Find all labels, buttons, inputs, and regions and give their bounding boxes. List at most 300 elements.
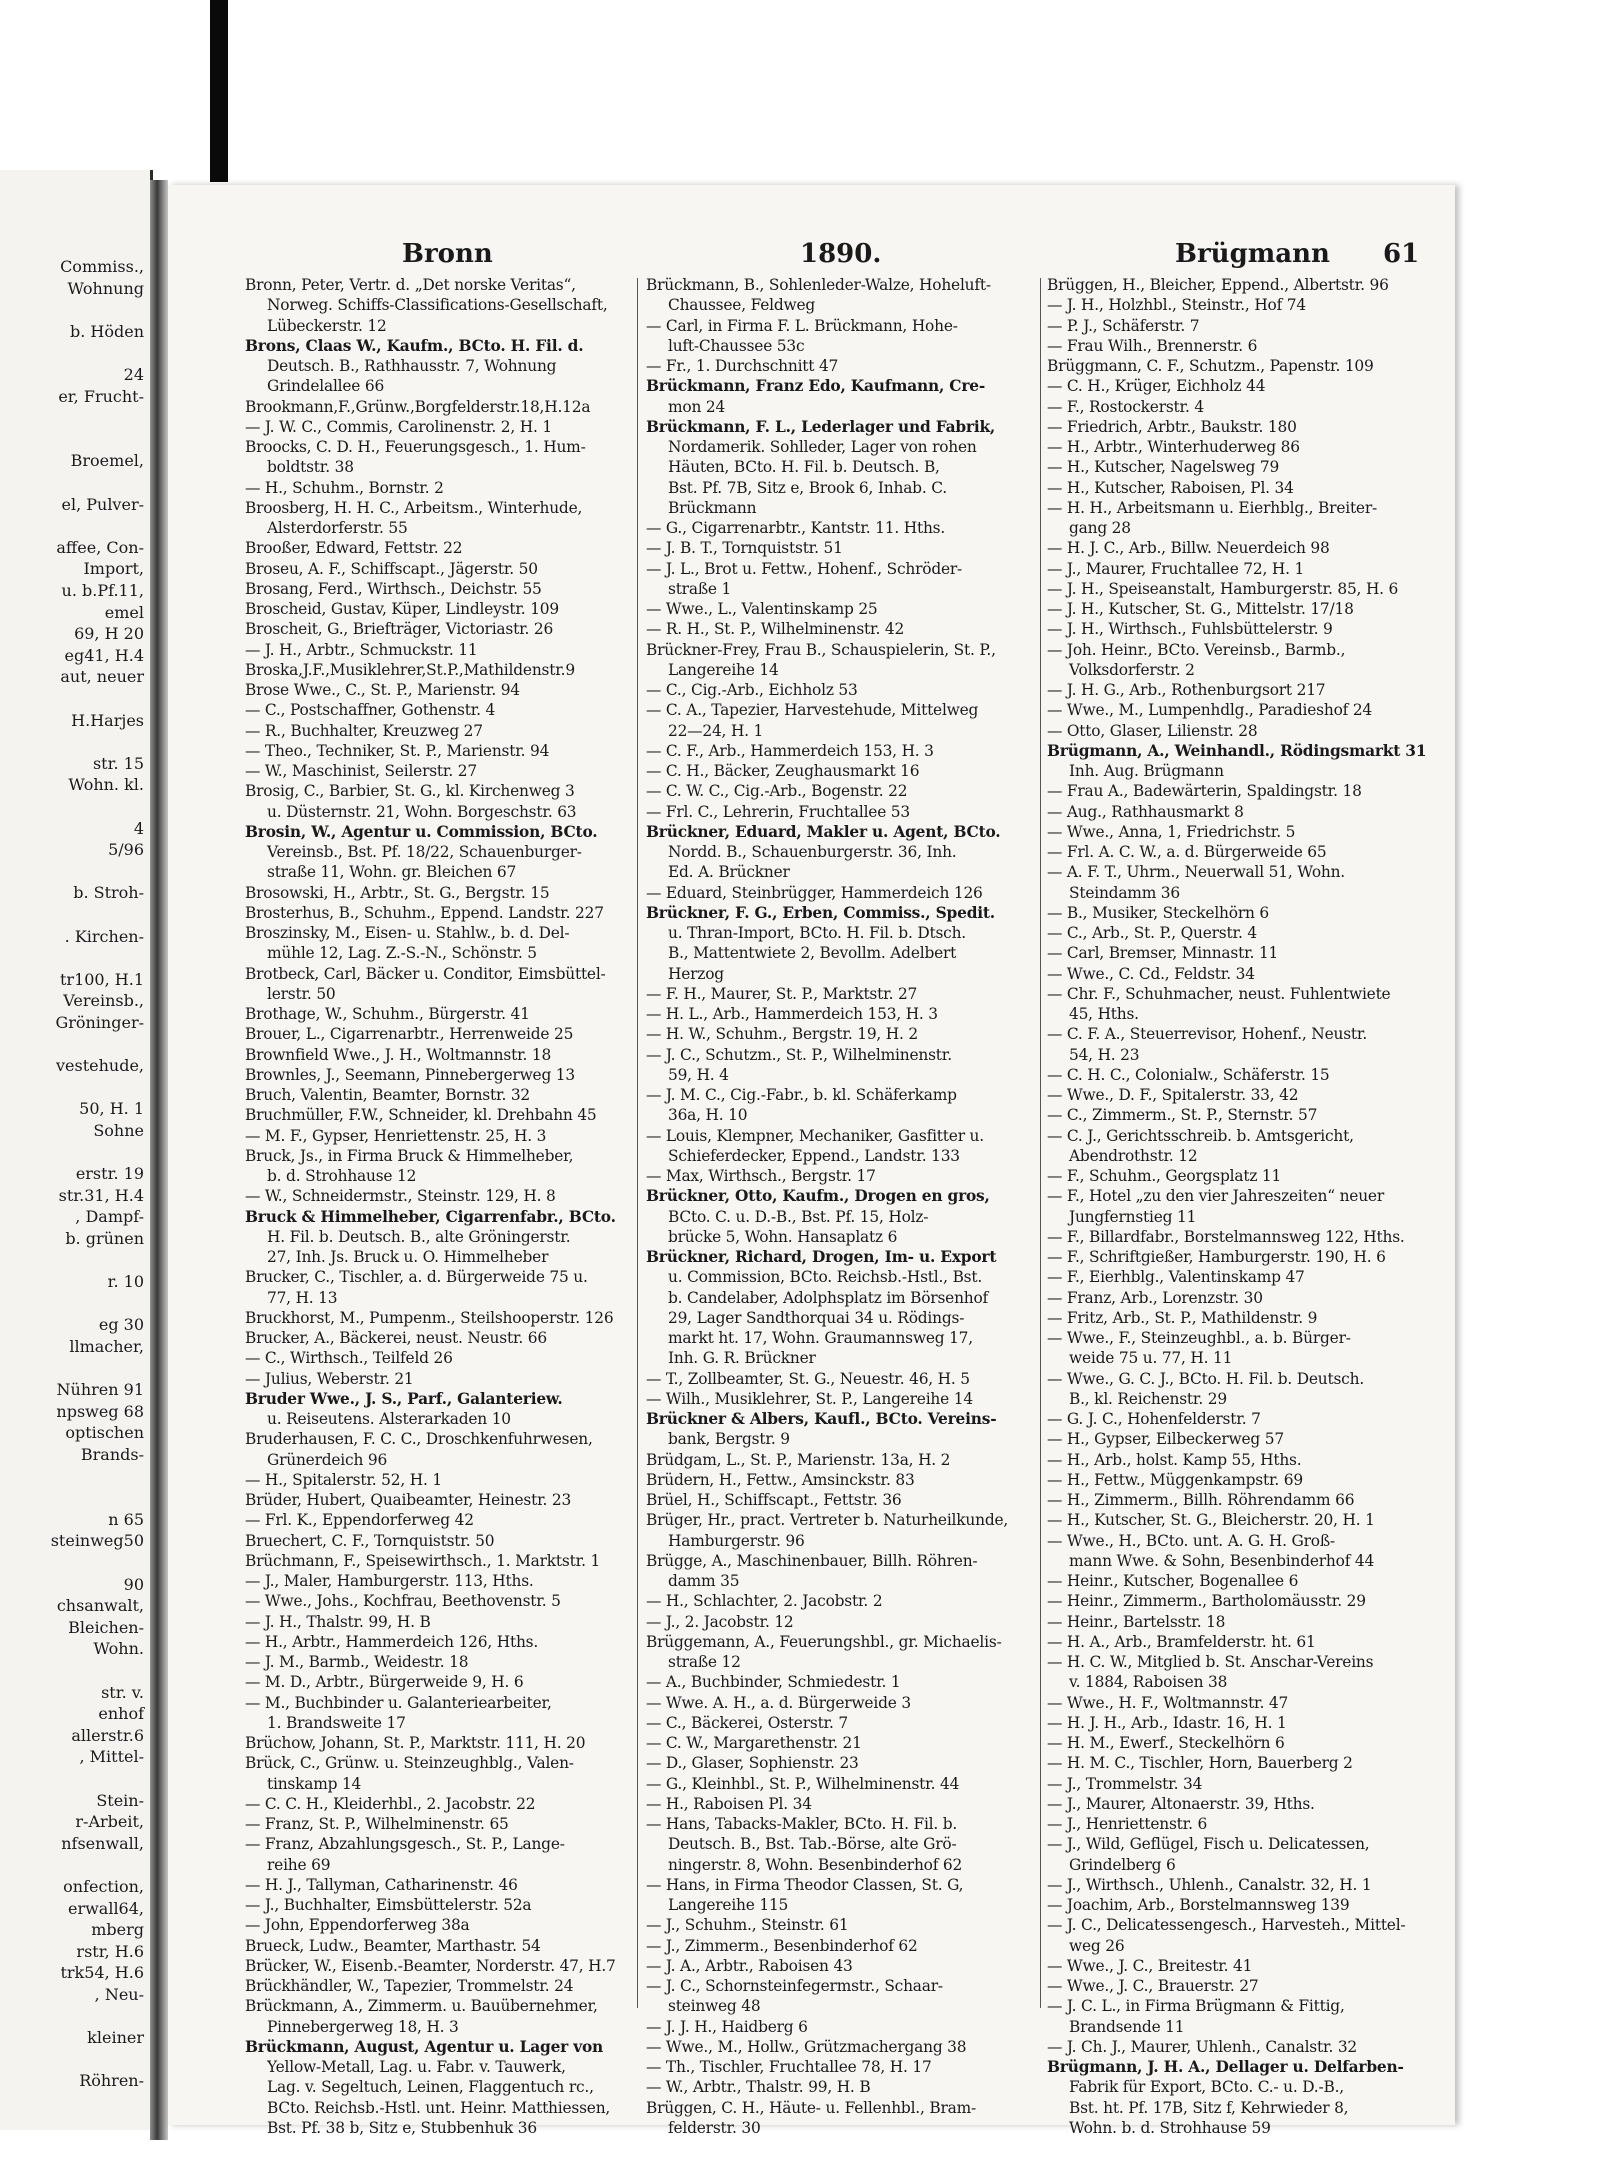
left-page-fragment-line: Wohnung — [67, 278, 144, 298]
left-page-fragment-line: , Mittel- — [79, 1747, 144, 1767]
directory-entry-line: Brückner, Otto, Kaufm., Drogen en gros, — [646, 1187, 990, 1206]
directory-entry-line: — H. H., Arbeitsmann u. Eierhblg., Breiter- — [1047, 498, 1377, 517]
directory-entry-line: Brüdgam, L., St. P., Marienstr. 13a, H. 2 — [646, 1450, 951, 1469]
directory-entry-line: — H. A., Arb., Bramfelderstr. ht. 61 — [1047, 1632, 1316, 1651]
directory-entry-line: Brucker, C., Tischler, a. d. Bürgerweide 75 u. — [245, 1268, 588, 1287]
directory-entry-line: — Wwe. A. H., a. d. Bürgerweide 3 — [646, 1693, 911, 1712]
directory-entry-line: Steindamm 36 — [1069, 883, 1180, 902]
directory-entry-line: — J. C., Delicatessengesch., Harvesteh., Mittel- — [1047, 1916, 1406, 1935]
directory-entry-line: — H. M. C., Tischler, Horn, Bauerberg 2 — [1047, 1754, 1353, 1773]
directory-entry-line: — J. C., Schornsteinfegermstr., Schaar- — [646, 1977, 943, 1995]
left-page-fragment-line: el, Pulver- — [61, 494, 144, 514]
directory-entry-line: Bst. Pf. 38 b, Sitz e, Stubbenhuk 36 — [267, 2118, 537, 2137]
directory-entry-line: steinweg 48 — [668, 1997, 761, 2016]
directory-entry-line: — R., Buchhalter, Kreuzweg 27 — [245, 721, 483, 740]
directory-entry-line: Deutsch. B., Rathhausstr. 7, Wohnung — [267, 357, 557, 375]
directory-entry-line: — J. J. H., Haidberg 6 — [646, 2017, 808, 2036]
directory-entry-line: — H. J. C., Arb., Billw. Neuerdeich 98 — [1047, 539, 1330, 558]
left-page-fragment-line: 90 — [123, 1574, 144, 1594]
directory-entry-line: — F., Billardfabr., Borstelmannsweg 122, Hths. — [1047, 1227, 1405, 1246]
left-page-fragment-line: H.Harjes — [71, 710, 144, 730]
directory-entry-line: — H., Schlachter, 2. Jacobstr. 2 — [646, 1592, 883, 1611]
left-page-fragment-line: Brands- — [80, 1445, 144, 1464]
directory-entry-line: — W., Maschinist, Seilerstr. 27 — [245, 762, 477, 780]
directory-entry-line: — John, Eppendorferweg 38a — [245, 1916, 470, 1935]
directory-entry-line: Broszinsky, M., Eisen- u. Stahlw., b. d. Del- — [245, 924, 570, 942]
directory-entry-line: Brückmann, A., Zimmerm. u. Bauübernehmer, — [245, 1997, 598, 2016]
left-page-fragment-line: str. 15 — [92, 753, 144, 773]
left-page-fragment-line: , Neu- — [94, 1985, 144, 2004]
directory-entry-line: Brüggmann, C. F., Schutzm., Papenstr. 109 — [1047, 357, 1374, 375]
directory-entry-line: — Wwe., Anna, 1, Friedrichstr. 5 — [1047, 822, 1296, 841]
directory-entry-line: — Wwe., D. F., Spitalerstr. 33, 42 — [1047, 1086, 1299, 1104]
left-page-fragment-line: steinweg50 — [50, 1531, 144, 1551]
left-page-fragment-line: Stein- — [96, 1790, 144, 1810]
directory-entry-line: — Fr., 1. Durchschnitt 47 — [646, 357, 839, 375]
directory-entry-line: — H. C. W., Mitglied b. St. Anschar-Vereins — [1047, 1653, 1374, 1671]
directory-entry-line: — Chr. F., Schuhmacher, neust. Fuhlentwiete — [1047, 984, 1391, 1003]
directory-entry-line: u. Thran-Import, BCto. H. Fil. b. Dtsch. — [668, 924, 966, 942]
directory-entry-line: — Wwe., M., Hollw., Grützmachergang 38 — [646, 2037, 967, 2056]
directory-entry-line: Brügmann, J. H. A., Dellager u. Delfarben- — [1047, 2058, 1404, 2076]
left-page-fragment-line: u. b.Pf.11, — [61, 581, 144, 600]
column-2 — [646, 275, 1038, 2138]
directory-entry-line: Grindelallee 66 — [267, 377, 385, 396]
directory-entry-line: — J. M., Barmb., Weidestr. 18 — [245, 1653, 469, 1671]
left-page-fragment-line: er, Frucht- — [58, 386, 144, 406]
left-page-fragment-line: aut, neuer — [60, 667, 144, 687]
directory-entry-line: Grindelberg 6 — [1069, 1855, 1176, 1874]
page-number: 61 — [1383, 239, 1420, 269]
directory-entry-line: mon 24 — [668, 397, 726, 416]
directory-entry-line: Brons, Claas W., Kaufm., BCto. H. Fil. d. — [245, 336, 584, 355]
directory-entry-line: — Frau Wilh., Brennerstr. 6 — [1047, 336, 1258, 355]
directory-entry-line: — H. W., Schuhm., Bergstr. 19, H. 2 — [646, 1025, 918, 1044]
directory-entry-line: Inh. G. R. Brückner — [668, 1349, 816, 1368]
directory-entry-line: Lübeckerstr. 12 — [267, 316, 387, 335]
directory-entry-line: Broseu, A. F., Schiffscapt., Jägerstr. 50 — [245, 559, 538, 578]
directory-entry-line: Brosang, Ferd., Wirthsch., Deichstr. 55 — [245, 579, 542, 598]
directory-entry-line: Bruch, Valentin, Beamter, Bornstr. 32 — [245, 1086, 531, 1104]
directory-entry-line: — Wwe., G. C. J., BCto. H. Fil. b. Deutsch. — [1047, 1369, 1365, 1388]
directory-entry-line: Brueck, Ludw., Beamter, Marthastr. 54 — [245, 1936, 541, 1955]
directory-entry-line: straße 1 — [668, 579, 732, 598]
directory-entry-line: Broscheid, Gustav, Küper, Lindleystr. 109 — [245, 600, 559, 618]
left-page-fragment-line: mberg — [91, 1920, 144, 1940]
directory-entry-line: Brückner & Albers, Kaufl., BCto. Vereins- — [646, 1410, 997, 1428]
directory-entry-line: — H., Fettw., Müggenkampstr. 69 — [1047, 1470, 1303, 1489]
directory-entry-line: Pinnebergerweg 18, H. 3 — [267, 2017, 459, 2036]
directory-entry-line: Brooßer, Edward, Fettstr. 22 — [245, 539, 463, 558]
left-page-fragment-line: . Kirchen- — [64, 926, 144, 946]
header-left-keyword: Bronn — [402, 239, 493, 269]
directory-entry-line: Brüger, Hr., pract. Vertreter b. Naturheilkunde, — [646, 1511, 1009, 1530]
directory-entry-line: — M., Buchbinder u. Galanteriearbeiter, — [245, 1693, 552, 1712]
directory-entry-line: Nordd. B., Schauenburgerstr. 36, Inh. — [668, 843, 957, 861]
directory-entry-line: — J. C., Schutzm., St. P., Wilhelminenstr. — [646, 1045, 952, 1064]
directory-entry-line: — Wwe., H. F., Woltmannstr. 47 — [1047, 1693, 1289, 1712]
directory-entry-line: — M. D., Arbtr., Bürgerweide 9, H. 6 — [245, 1673, 524, 1692]
directory-entry-line: Brothage, W., Schuhm., Bürgerstr. 41 — [245, 1005, 530, 1023]
left-page-fragment-line: affee, Con- — [56, 537, 144, 557]
directory-entry-line: Brückmann, F. L., Lederlager und Fabrik, — [646, 417, 996, 436]
directory-entry-line: straße 12 — [668, 1653, 741, 1671]
directory-entry-line: Inh. Aug. Brügmann — [1069, 762, 1224, 780]
directory-entry-line: — H., Zimmerm., Billh. Röhrendamm 66 — [1047, 1491, 1355, 1509]
directory-entry-line: Bruck & Himmelheber, Cigarrenfabr., BCto. — [245, 1207, 616, 1226]
left-page-fragment-line: erstr. 19 — [75, 1164, 144, 1184]
directory-entry-line: Brüel, H., Schiffscapt., Fettstr. 36 — [646, 1491, 902, 1509]
directory-entry-line: — J., Maurer, Altonaerstr. 39, Hths. — [1047, 1794, 1315, 1813]
directory-entry-line: — G., Cigarrenarbtr., Kantstr. 11. Hths. — [646, 519, 946, 537]
directory-entry-line: H. Fil. b. Deutsch. B., alte Gröningerstr. — [267, 1227, 571, 1246]
directory-entry-line: tinskamp 14 — [267, 1774, 362, 1793]
left-page-fragment-line: r. 10 — [107, 1272, 144, 1292]
left-page-fragment-line: onfection, — [63, 1877, 144, 1896]
left-page-fragment-line: kleiner — [87, 2028, 144, 2048]
left-page-fragment-line: eg41, H.4 — [64, 645, 144, 665]
directory-entry-line: 54, H. 23 — [1069, 1045, 1140, 1064]
directory-entry-line: Brandsende 11 — [1069, 2017, 1185, 2036]
directory-entry-line: Herzog — [668, 964, 724, 983]
directory-entry-line: Brosig, C., Barbier, St. G., kl. Kirchenweg 3 — [245, 782, 575, 801]
left-page-fragment-line: trk54, H.6 — [60, 1963, 144, 1983]
directory-entry-line: Brückhändler, W., Tapezier, Trommelstr. 24 — [245, 1977, 574, 1995]
directory-entry-line: Bruder Wwe., J. S., Parf., Galanteriew. — [245, 1389, 563, 1408]
left-page-fragment-line: vestehude, — [55, 1056, 144, 1076]
directory-entry-line: mann Wwe. & Sohn, Besenbinderhof 44 — [1069, 1551, 1375, 1570]
directory-entry-line: 1. Brandsweite 17 — [267, 1713, 406, 1732]
directory-entry-line: Volksdorferstr. 2 — [1069, 660, 1195, 679]
directory-entry-line: Bst. ht. Pf. 17B, Sitz f, Kehrwieder 8, — [1069, 2098, 1349, 2117]
left-page-fragment-line: Wohn. — [93, 1639, 144, 1659]
left-page-fragment-line: Gröninger- — [55, 1013, 144, 1032]
directory-entry-line: Brüggen, C. H., Häute- u. Fellenhbl., Bram- — [646, 2098, 977, 2117]
directory-entry-line: Häuten, BCto. H. Fil. b. Deutsch. B, — [668, 458, 940, 477]
left-page-fragment-line: b. grünen — [65, 1229, 144, 1248]
directory-entry-line: — J. H. G., Arb., Rothenburgsort 217 — [1047, 681, 1326, 699]
directory-entry-line: 22—24, H. 1 — [668, 721, 764, 740]
directory-entry-line: Brück, C., Grünw. u. Steinzeughblg., Valen- — [245, 1754, 574, 1773]
left-page-fragment-line: 24 — [123, 365, 144, 384]
left-page-fragment-line: Wohn. kl. — [68, 775, 144, 795]
directory-entry-line: Brückner-Frey, Frau B., Schauspielerin, St. P., — [646, 640, 996, 659]
directory-entry-line: — Joachim, Arb., Borstelmannsweg 139 — [1047, 1896, 1350, 1914]
directory-entry-line: — J., Maurer, Fruchtallee 72, H. 1 — [1047, 559, 1305, 578]
directory-entry-line: — C., Wirthsch., Teilfeld 26 — [245, 1349, 453, 1368]
directory-entry-line: Brügmann, A., Weinhandl., Rödingsmarkt 31 — [1047, 741, 1427, 760]
directory-entry-line: — Wilh., Musiklehrer, St. P., Langereihe 14 — [646, 1389, 973, 1408]
directory-entry-line: weide 75 u. 77, H. 11 — [1069, 1349, 1233, 1368]
directory-entry-line: Wohn. b. d. Strohhause 59 — [1069, 2118, 1271, 2137]
header-right-keyword: Brügmann — [1175, 239, 1330, 269]
directory-entry-line: Bruckhorst, M., Pumpenm., Steilshooperstr. 126 — [245, 1308, 614, 1327]
directory-entry-line: — Hans, in Firma Theodor Classen, St. G, — [646, 1875, 964, 1894]
directory-entry-line: — Franz, Arb., Lorenzstr. 30 — [1047, 1288, 1263, 1307]
directory-entry-line: — H. J. H., Arb., Idastr. 16, H. 1 — [1047, 1713, 1287, 1732]
directory-entry-line: Jungfernstieg 11 — [1069, 1207, 1197, 1226]
directory-entry-line: Brownles, J., Seemann, Pinnebergerweg 13 — [245, 1065, 575, 1084]
column-rule-1 — [637, 278, 638, 2008]
directory-entry-line: — Theo., Techniker, St. P., Marienstr. 94 — [245, 741, 550, 760]
directory-entry-line: — C. H., Bäcker, Zeughausmarkt 16 — [646, 762, 920, 780]
directory-entry-line: Brüdern, H., Fettw., Amsinckstr. 83 — [646, 1470, 915, 1489]
directory-entry-line: Brosterhus, B., Schuhm., Eppend. Landstr. 227 — [245, 903, 604, 922]
directory-entry-line: — H., Kutscher, Raboisen, Pl. 34 — [1047, 478, 1294, 497]
directory-entry-line: reihe 69 — [267, 1855, 331, 1874]
directory-entry-line: — J., Maler, Hamburgerstr. 113, Hths. — [245, 1572, 534, 1590]
directory-entry-line: Brosin, W., Agentur u. Commission, BCto. — [245, 822, 598, 841]
directory-entry-line: Brüder, Hubert, Quaibeamter, Heinestr. 23 — [245, 1491, 572, 1509]
directory-entry-line: — J., Zimmerm., Besenbinderhof 62 — [646, 1936, 918, 1955]
left-page-fragment-line: npsweg 68 — [56, 1401, 144, 1421]
directory-entry-line: — H., Schuhm., Bornstr. 2 — [245, 478, 444, 497]
directory-entry-line: — Frl. C., Lehrerin, Fruchtallee 53 — [646, 802, 910, 821]
directory-entry-line: Brüchow, Johann, St. P., Marktstr. 111, H. 20 — [245, 1734, 586, 1752]
directory-entry-line: — Wwe., H., BCto. unt. A. G. H. Groß- — [1047, 1531, 1335, 1550]
left-page-fragment-line: Sohne — [93, 1121, 144, 1140]
directory-entry-line: u. Commission, BCto. Reichsb.-Hstl., Bst. — [668, 1268, 983, 1287]
directory-entry-line: Bruderhausen, F. C. C., Droschkenfuhrwesen, — [245, 1430, 593, 1449]
directory-entry-line: — Heinr., Zimmerm., Bartholomäusstr. 29 — [1047, 1592, 1366, 1611]
directory-entry-line: Brookmann,F.,Grünw.,Borgfelderstr.18,H.12a — [245, 397, 591, 416]
left-page-fragment-line: erwall64, — [67, 1898, 144, 1918]
left-page-fragment-line: str.31, H.4 — [58, 1185, 144, 1205]
left-page-fragment-line: Broemel, — [70, 451, 144, 471]
directory-entry-line: — J. H., Kutscher, St. G., Mittelstr. 17/18 — [1047, 600, 1354, 618]
directory-entry-line: Brückmann — [668, 498, 757, 517]
directory-entry-line: — Friedrich, Arbtr., Baukstr. 180 — [1047, 417, 1297, 436]
left-page-fragment-line: emel — [104, 602, 144, 622]
column-3 — [1047, 275, 1449, 2138]
directory-entry-line: Bruchmüller, F.W., Schneider, kl. Drehbahn 45 — [245, 1106, 597, 1125]
left-page-fragment-line: nfsenwall, — [61, 1833, 144, 1853]
directory-entry-line: — A., Buchbinder, Schmiedestr. 1 — [646, 1673, 901, 1692]
directory-entry-line: Ed. A. Brückner — [668, 863, 790, 882]
directory-entry-line: — Wwe., F., Steinzeughbl., a. b. Bürger- — [1047, 1329, 1351, 1347]
directory-entry-line: — J. A., Arbtr., Raboisen 43 — [646, 1956, 853, 1975]
directory-entry-line: Brotbeck, Carl, Bäcker u. Conditor, Eimsbüttel- — [245, 964, 606, 983]
left-page-fragment-line: 69, H 20 — [74, 624, 144, 644]
directory-entry-line: u. Düsternstr. 21, Wohn. Borgeschstr. 63 — [267, 802, 577, 821]
directory-entry-line: — H., Arb., holst. Kamp 55, Hths. — [1047, 1450, 1302, 1469]
directory-entry-line: Brückmann, Franz Edo, Kaufmann, Cre- — [646, 377, 986, 396]
directory-entry-line: — J. W. C., Commis, Carolinenstr. 2, H. 1 — [245, 417, 552, 436]
column-1 — [245, 275, 635, 2138]
directory-entry-line: boldtstr. 38 — [267, 458, 354, 477]
directory-entry-line: — Eduard, Steinbrügger, Hammerdeich 126 — [646, 883, 983, 902]
directory-entry-line: — Wwe., C. Cd., Feldstr. 34 — [1047, 964, 1255, 983]
directory-entry-line: — Frl. A. C. W., a. d. Bürgerweide 65 — [1047, 843, 1327, 861]
directory-entry-line: Brückmann, August, Agentur u. Lager von — [245, 2037, 604, 2056]
directory-entry-line: — Louis, Klempner, Mechaniker, Gasfitter u. — [646, 1126, 984, 1145]
left-page-fragment-line: eg 30 — [98, 1315, 144, 1335]
directory-entry-line: Nordamerik. Sohlleder, Lager von rohen — [668, 438, 977, 456]
directory-entry-line: 36a, H. 10 — [668, 1106, 748, 1125]
directory-entry-line: — J. H., Thalstr. 99, H. B — [245, 1612, 431, 1631]
directory-entry-line: — H., Kutscher, Nagelsweg 79 — [1047, 458, 1280, 477]
directory-entry-line: — Fritz, Arb., St. P., Mathildenstr. 9 — [1047, 1308, 1318, 1327]
directory-entry-line: B., Mattentwiete 2, Bevollm. Adelbert — [668, 944, 957, 963]
directory-entry-line: Norweg. Schiffs-Classifications-Gesellschaft, — [267, 296, 608, 315]
directory-entry-line: — C. H. C., Colonialw., Schäferstr. 15 — [1047, 1065, 1330, 1084]
directory-entry-line: — C. W., Margarethenstr. 21 — [646, 1734, 862, 1752]
left-page-fragment-line: Nühren 91 — [56, 1380, 144, 1400]
directory-entry-line: Broocks, C. D. H., Feuerungsgesch., 1. Hum- — [245, 438, 586, 456]
directory-entry-line: — Frau A., Badewärterin, Spaldingstr. 18 — [1047, 782, 1362, 801]
directory-entry-line: BCto. Reichsb.-Hstl. unt. Heinr. Matthiessen, — [267, 2098, 611, 2117]
left-page-fragment-line: 50, H. 1 — [79, 1099, 144, 1119]
directory-entry-line: — J., Schuhm., Steinstr. 61 — [646, 1916, 849, 1935]
left-page-fragment-line: Vereinsb., — [63, 991, 144, 1011]
left-page-fragment-line: tr100, H.1 — [59, 969, 144, 989]
directory-entry-line: — J. Ch. J., Maurer, Uhlenh., Canalstr. 32 — [1047, 2037, 1358, 2056]
directory-entry-line: Brückmann, B., Sohlenleder-Walze, Hoheluft- — [646, 276, 991, 294]
directory-entry-line: 29, Lager Sandthorquai 34 u. Rödings- — [668, 1308, 965, 1327]
directory-entry-line: — J. C. L., in Firma Brügmann & Fittig, — [1047, 1997, 1345, 2016]
directory-entry-line: — C., Cig.-Arb., Eichholz 53 — [646, 681, 858, 699]
directory-entry-line: Brüggemann, A., Feuerungshbl., gr. Michaelis- — [646, 1632, 1002, 1651]
directory-entry-line: — A. F. T., Uhrm., Neuerwall 51, Wohn. — [1047, 863, 1345, 882]
left-page-fragment-line: rstr, H.6 — [76, 1941, 144, 1961]
directory-entry-line: Alsterdorferstr. 55 — [267, 519, 408, 537]
directory-entry-line: — C. J., Gerichtsschreib. b. Amtsgericht, — [1047, 1126, 1354, 1145]
directory-entry-line: — Th., Tischler, Fruchtallee 78, H. 17 — [646, 2058, 932, 2076]
directory-entry-line: Hamburgerstr. 96 — [668, 1531, 805, 1550]
left-page-fragment-line: Commiss., — [60, 257, 144, 276]
directory-entry-line: — C. F., Arb., Hammerdeich 153, H. 3 — [646, 741, 934, 760]
directory-entry-line: Bruechert, C. F., Tornquiststr. 50 — [245, 1531, 495, 1550]
left-page-fragment-line: 5/96 — [108, 840, 144, 860]
directory-entry-line: — C., Arb., St. P., Querstr. 4 — [1047, 924, 1257, 942]
directory-entry-line: — F., Eierhblg., Valentinskamp 47 — [1047, 1268, 1305, 1287]
left-page-fragment-line: Röhren- — [79, 2071, 144, 2091]
directory-entry-line: — C. H., Krüger, Eichholz 44 — [1047, 377, 1266, 396]
left-page-fragment-line: Bleichen- — [68, 1617, 144, 1637]
directory-entry-line: Chaussee, Feldweg — [668, 296, 816, 315]
directory-entry-line: — C. W. C., Cig.-Arb., Bogenstr. 22 — [646, 782, 908, 801]
directory-entry-line: Broscheit, G., Briefträger, Victoriastr. 26 — [245, 620, 554, 639]
directory-entry-line: — Heinr., Bartelsstr. 18 — [1047, 1612, 1226, 1631]
directory-entry-line: — H., Gypser, Eilbeckerweg 57 — [1047, 1430, 1284, 1449]
directory-entry-line: 27, Inh. Js. Bruck u. O. Himmelheber — [267, 1248, 549, 1266]
directory-entry-line: — H. L., Arb., Hammerdeich 153, H. 3 — [646, 1005, 938, 1023]
directory-entry-line: mühle 12, Lag. Z.-S.-N., Schönstr. 5 — [267, 944, 537, 963]
directory-entry-line: damm 35 — [668, 1572, 740, 1590]
directory-entry-line: Bruck, Js., in Firma Bruck & Himmelheber, — [245, 1146, 574, 1165]
directory-entry-line: B., kl. Reichenstr. 29 — [1069, 1389, 1227, 1408]
directory-entry-line: felderstr. 30 — [668, 2118, 761, 2137]
directory-entry-line: — M. F., Gypser, Henriettenstr. 25, H. 3 — [245, 1126, 547, 1145]
column-rule-2 — [1040, 278, 1041, 2008]
directory-entry-line: BCto. C. u. D.-B., Bst. Pf. 15, Holz- — [668, 1207, 929, 1226]
directory-entry-line: — Julius, Weberstr. 21 — [245, 1369, 414, 1388]
directory-entry-line: Brouer, L., Cigarrenarbtr., Herrenweide 25 — [245, 1025, 574, 1044]
directory-entry-line: Grünerdeich 96 — [267, 1450, 388, 1469]
directory-entry-line: — C., Zimmerm., St. P., Sternstr. 57 — [1047, 1106, 1318, 1125]
directory-entry-line: luft-Chaussee 53c — [668, 336, 805, 355]
directory-entry-line: lerstr. 50 — [267, 984, 336, 1003]
directory-entry-line: Brose Wwe., C., St. P., Marienstr. 94 — [245, 681, 520, 699]
directory-entry-line: Brügge, A., Maschinenbauer, Billh. Röhren- — [646, 1551, 978, 1570]
directory-entry-line: — W., Arbtr., Thalstr. 99, H. B — [646, 2078, 871, 2097]
left-page-fragment-line: , Dampf- — [75, 1207, 144, 1227]
directory-entry-line: — C. F. A., Steuerrevisor, Hohenf., Neustr. — [1047, 1025, 1368, 1044]
directory-entry-line: — Aug., Rathhausmarkt 8 — [1047, 802, 1244, 821]
directory-entry-line: — F., Schuhm., Georgsplatz 11 — [1047, 1167, 1282, 1185]
directory-entry-line: Bronn, Peter, Vertr. d. „Det norske Veritas“, — [245, 276, 576, 294]
directory-entry-line: — J. H., Wirthsch., Fuhlsbüttelerstr. 9 — [1047, 620, 1333, 639]
directory-entry-line: Brückner, Eduard, Makler u. Agent, BCto. — [646, 822, 1001, 841]
directory-entry-line: — Wwe., Johs., Kochfrau, Beethovenstr. 5 — [245, 1592, 561, 1611]
directory-entry-line: — Frl. K., Eppendorferweg 42 — [245, 1511, 474, 1530]
directory-entry-line: Schieferdecker, Eppend., Landstr. 133 — [668, 1146, 960, 1165]
directory-entry-line: Abendrothstr. 12 — [1069, 1146, 1198, 1165]
directory-entry-line: — H., Raboisen Pl. 34 — [646, 1794, 812, 1813]
directory-entry-line: — B., Musiker, Steckelhörn 6 — [1047, 903, 1269, 922]
header-year: 1890. — [800, 239, 882, 269]
directory-entry-line: Brückner, Richard, Drogen, Im- u. Export — [646, 1248, 997, 1266]
directory-entry-line: Brückner, F. G., Erben, Commiss., Spedit. — [646, 903, 995, 922]
directory-entry-line: 77, H. 13 — [267, 1288, 338, 1307]
directory-entry-line: — Franz, Abzahlungsgesch., St. P., Lange- — [245, 1835, 565, 1854]
directory-entry-line: — F., Rostockerstr. 4 — [1047, 397, 1204, 416]
left-page-fragment-line: chsanwalt, — [56, 1596, 144, 1616]
directory-entry-line: — Carl, Bremser, Minnastr. 11 — [1047, 944, 1279, 963]
directory-entry-line: — H. M., Ewerf., Steckelhörn 6 — [1047, 1734, 1285, 1752]
directory-entry-line: — C. A., Tapezier, Harvestehude, Mittelweg — [646, 701, 979, 720]
directory-entry-line: — G. J. C., Hohenfelderstr. 7 — [1047, 1410, 1261, 1428]
left-page-fragment-line: r-Arbeit, — [75, 1812, 144, 1832]
directory-entry-line: Yellow-Metall, Lag. u. Fabr. v. Tauwerk, — [267, 2058, 566, 2076]
directory-entry-line: — H., Spitalerstr. 52, H. 1 — [245, 1470, 442, 1489]
left-page-fragment-line: allerstr.6 — [71, 1725, 144, 1745]
directory-entry-line: Brownfield Wwe., J. H., Woltmannstr. 18 — [245, 1045, 552, 1064]
directory-entry-line: — W., Schneidermstr., Steinstr. 129, H. 8 — [245, 1187, 556, 1206]
directory-entry-line: 45, Hths. — [1069, 1005, 1139, 1023]
directory-entry-line: gang 28 — [1069, 519, 1131, 537]
scan-edge-bar — [210, 0, 228, 182]
directory-entry-line: — J. B. T., Tornquiststr. 51 — [646, 539, 843, 558]
directory-entry-line: markt ht. 17, Wohn. Graumannsweg 17, — [668, 1329, 973, 1347]
directory-entry-line: b. Candelaber, Adolphsplatz im Börsenhof — [668, 1288, 989, 1307]
directory-entry-line: ningerstr. 8, Wohn. Besenbinderhof 62 — [668, 1855, 963, 1874]
directory-entry-line: Deutsch. B., Bst. Tab.-Börse, alte Grö- — [668, 1835, 957, 1854]
directory-entry-line: Brosowski, H., Arbtr., St. G., Bergstr. 15 — [245, 883, 550, 902]
directory-entry-line: — Carl, in Firma F. L. Brückmann, Hohe- — [646, 316, 958, 335]
left-page-fragment-line: b. Höden — [69, 321, 144, 341]
directory-entry-line: — C. C. H., Kleiderhbl., 2. Jacobstr. 22 — [245, 1794, 536, 1813]
directory-entry-line: — J., Wild, Geflügel, Fisch u. Delicatessen, — [1047, 1835, 1370, 1854]
left-page-fragment-line: enhof — [98, 1704, 144, 1724]
directory-entry-line: — J. H., Arbtr., Schmuckstr. 11 — [245, 640, 478, 659]
directory-entry-line: Brucker, A., Bäckerei, neust. Neustr. 66 — [245, 1329, 547, 1347]
directory-entry-line: — Max, Wirthsch., Bergstr. 17 — [646, 1167, 876, 1185]
directory-entry-line: — H., Kutscher, St. G., Bleicherstr. 20, H. 1 — [1047, 1511, 1375, 1530]
directory-entry-line: — Franz, St. P., Wilhelminenstr. 65 — [245, 1815, 509, 1833]
directory-entry-line: — J., Henriettenstr. 6 — [1047, 1815, 1208, 1833]
directory-entry-line: — J. L., Brot u. Fettw., Hohenf., Schröder- — [646, 559, 963, 578]
directory-entry-line: — Wwe., J. C., Breitestr. 41 — [1047, 1956, 1253, 1975]
directory-entry-line: Vereinsb., Bst. Pf. 18/22, Schauenburger- — [267, 843, 582, 861]
directory-entry-line: — G., Kleinhbl., St. P., Wilhelminenstr. 44 — [646, 1774, 960, 1793]
directory-entry-line: — Wwe., J. C., Brauerstr. 27 — [1047, 1977, 1259, 1995]
directory-entry-line: straße 11, Wohn. gr. Bleichen 67 — [267, 863, 517, 882]
directory-entry-line: — H. J., Tallyman, Catharinenstr. 46 — [245, 1875, 518, 1894]
directory-entry-line: — J., Wirthsch., Uhlenh., Canalstr. 32, H. 1 — [1047, 1875, 1372, 1894]
left-page-fragment-line: optischen — [65, 1423, 144, 1443]
left-page-fragment-line: str. v. — [101, 1682, 144, 1702]
